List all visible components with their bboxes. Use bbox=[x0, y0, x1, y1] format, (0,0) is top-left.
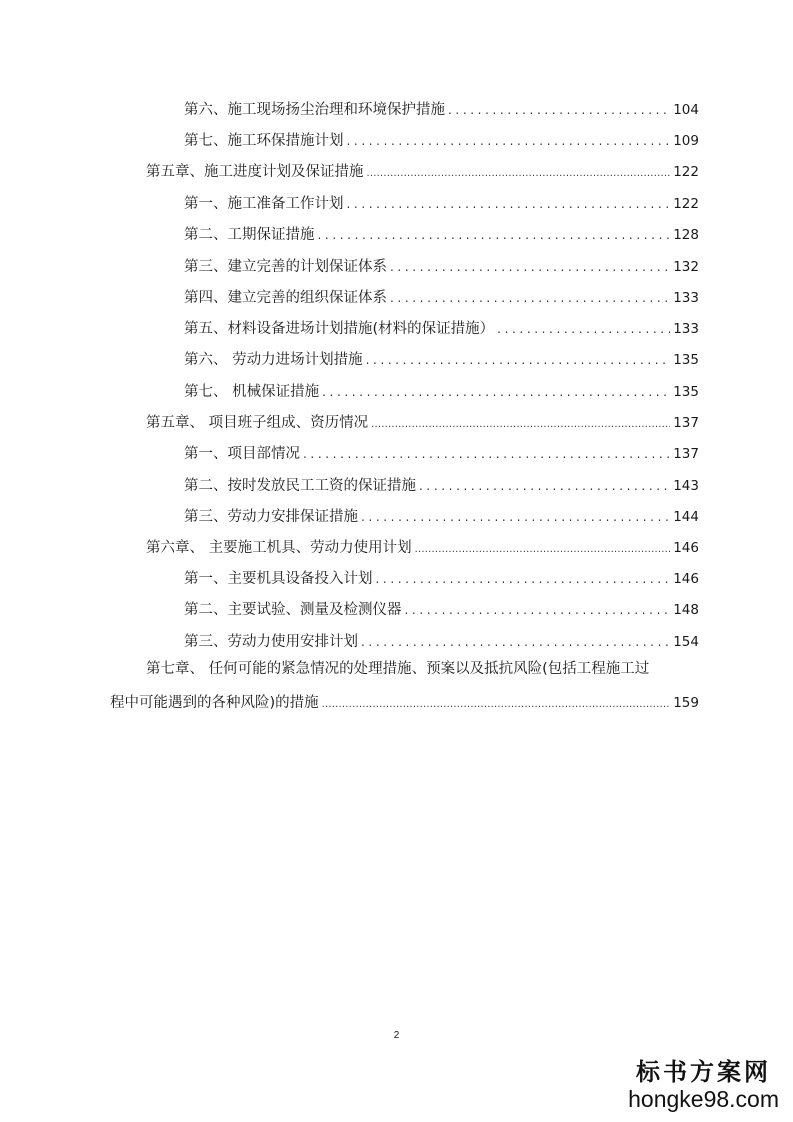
site-watermark bbox=[628, 1058, 779, 1112]
toc-entry-label: 第三、劳动力安排保证措施 bbox=[184, 509, 358, 525]
toc-entry-page: 128 bbox=[673, 227, 699, 243]
dot-leader bbox=[376, 570, 671, 588]
toc-entry[interactable] bbox=[184, 195, 699, 213]
toc-entry[interactable] bbox=[184, 570, 699, 588]
dot-leader bbox=[303, 445, 670, 463]
toc-entry-label: 第七、施工环保措施计划 bbox=[184, 133, 344, 149]
dot-leader bbox=[361, 508, 670, 526]
toc-entry-label: 第一、项目部情况 bbox=[184, 446, 300, 462]
dot-leader bbox=[390, 289, 670, 307]
toc-entry-page: 133 bbox=[673, 321, 699, 337]
toc-entry-label: 第六章、 主要施工机具、劳动力使用计划 bbox=[146, 540, 412, 556]
toc-entry-page: 148 bbox=[673, 602, 699, 618]
dot-leader bbox=[415, 541, 671, 559]
toc-entry[interactable] bbox=[184, 351, 699, 369]
toc-entry-page: 132 bbox=[673, 259, 699, 275]
toc-entry[interactable] bbox=[184, 508, 699, 526]
toc-entry[interactable] bbox=[184, 445, 699, 463]
toc-entry-page: 122 bbox=[673, 196, 699, 212]
dot-leader bbox=[390, 258, 670, 276]
toc-entry-label: 第一、施工准备工作计划 bbox=[184, 196, 344, 212]
toc-entry-label: 第五、材料设备进场计划措施(材料的保证措施） bbox=[184, 321, 495, 337]
toc-entry-label: 第一、主要机具设备投入计划 bbox=[184, 571, 373, 587]
toc-entry-page: 133 bbox=[673, 290, 699, 306]
watermark-url: hongke98.com bbox=[628, 1086, 779, 1112]
dot-leader bbox=[405, 601, 671, 619]
dot-leader bbox=[347, 195, 671, 213]
dot-leader bbox=[322, 696, 671, 714]
toc-entry-page: 122 bbox=[673, 164, 699, 180]
toc-entry-label: 第五章、 项目班子组成、资历情况 bbox=[146, 415, 369, 431]
toc-entry-page: 144 bbox=[673, 509, 699, 525]
toc-entry-label: 第三、劳动力使用安排计划 bbox=[184, 634, 358, 650]
watermark-title: 标书方案网 bbox=[636, 1057, 772, 1086]
toc-entry-page: 154 bbox=[673, 634, 699, 650]
toc-entry-label: 第六、 劳动力进场计划措施 bbox=[184, 352, 363, 368]
toc-entry-page: 109 bbox=[673, 133, 699, 149]
dot-leader bbox=[419, 477, 670, 495]
toc-entry-label: 第七、 机械保证措施 bbox=[184, 384, 320, 400]
toc-entry-page: 135 bbox=[673, 384, 699, 400]
toc-entry-label: 第四、建立完善的组织保证体系 bbox=[184, 290, 387, 306]
dot-leader bbox=[318, 226, 671, 244]
toc-entry-page: 143 bbox=[673, 478, 699, 494]
dot-leader bbox=[367, 165, 671, 183]
toc-chapter-entry[interactable] bbox=[146, 414, 699, 434]
toc-entry[interactable] bbox=[184, 477, 699, 495]
toc-entry[interactable] bbox=[184, 601, 699, 619]
toc-chapter-entry-first-line[interactable]: 第七章、 任何可能的紧急情况的处理措施、预案以及抵抗风险(包括工程施工过 bbox=[146, 661, 650, 677]
toc-entry[interactable] bbox=[184, 383, 699, 401]
toc-entry-label: 第二、工期保证措施 bbox=[184, 227, 315, 243]
dot-leader bbox=[448, 101, 670, 119]
toc-entry[interactable] bbox=[184, 132, 699, 150]
toc-entry-page: 159 bbox=[673, 695, 699, 711]
dot-leader bbox=[366, 351, 671, 369]
toc-chapter-entry[interactable] bbox=[146, 539, 699, 559]
page-number: 2 bbox=[393, 1030, 400, 1041]
dot-leader bbox=[497, 320, 670, 338]
dot-leader bbox=[361, 633, 670, 651]
toc-entry-page: 137 bbox=[673, 415, 699, 431]
toc-entry-label: 第六、施工现场扬尘治理和环境保护措施 bbox=[184, 102, 445, 118]
toc-entry-label: 第二、主要试验、测量及检测仪器 bbox=[184, 602, 402, 618]
toc-entry[interactable] bbox=[184, 258, 699, 276]
toc-entry[interactable] bbox=[184, 320, 699, 338]
toc-entry[interactable] bbox=[184, 101, 699, 119]
toc-entry-label: 第三、建立完善的计划保证体系 bbox=[184, 259, 387, 275]
dot-leader bbox=[322, 383, 670, 401]
toc-entry-page: 146 bbox=[673, 540, 699, 556]
toc-chapter-entry-continued[interactable] bbox=[110, 694, 699, 714]
toc-entry-label: 第五章、施工进度计划及保证措施 bbox=[146, 164, 364, 180]
toc-entry[interactable] bbox=[184, 226, 699, 244]
toc-entry-page: 104 bbox=[673, 102, 699, 118]
toc-entry-page: 135 bbox=[673, 352, 699, 368]
toc-entry[interactable] bbox=[184, 289, 699, 307]
toc-chapter-entry[interactable] bbox=[146, 163, 699, 183]
toc-entry-label: 程中可能遇到的各种风险)的措施 bbox=[110, 695, 319, 711]
toc-entry-page: 146 bbox=[673, 571, 699, 587]
dot-leader bbox=[347, 132, 671, 150]
dot-leader bbox=[371, 416, 670, 434]
toc-entry-label: 第二、按时发放民工工资的保证措施 bbox=[184, 478, 416, 494]
toc-entry-page: 137 bbox=[673, 446, 699, 462]
toc-entry[interactable] bbox=[184, 633, 699, 651]
